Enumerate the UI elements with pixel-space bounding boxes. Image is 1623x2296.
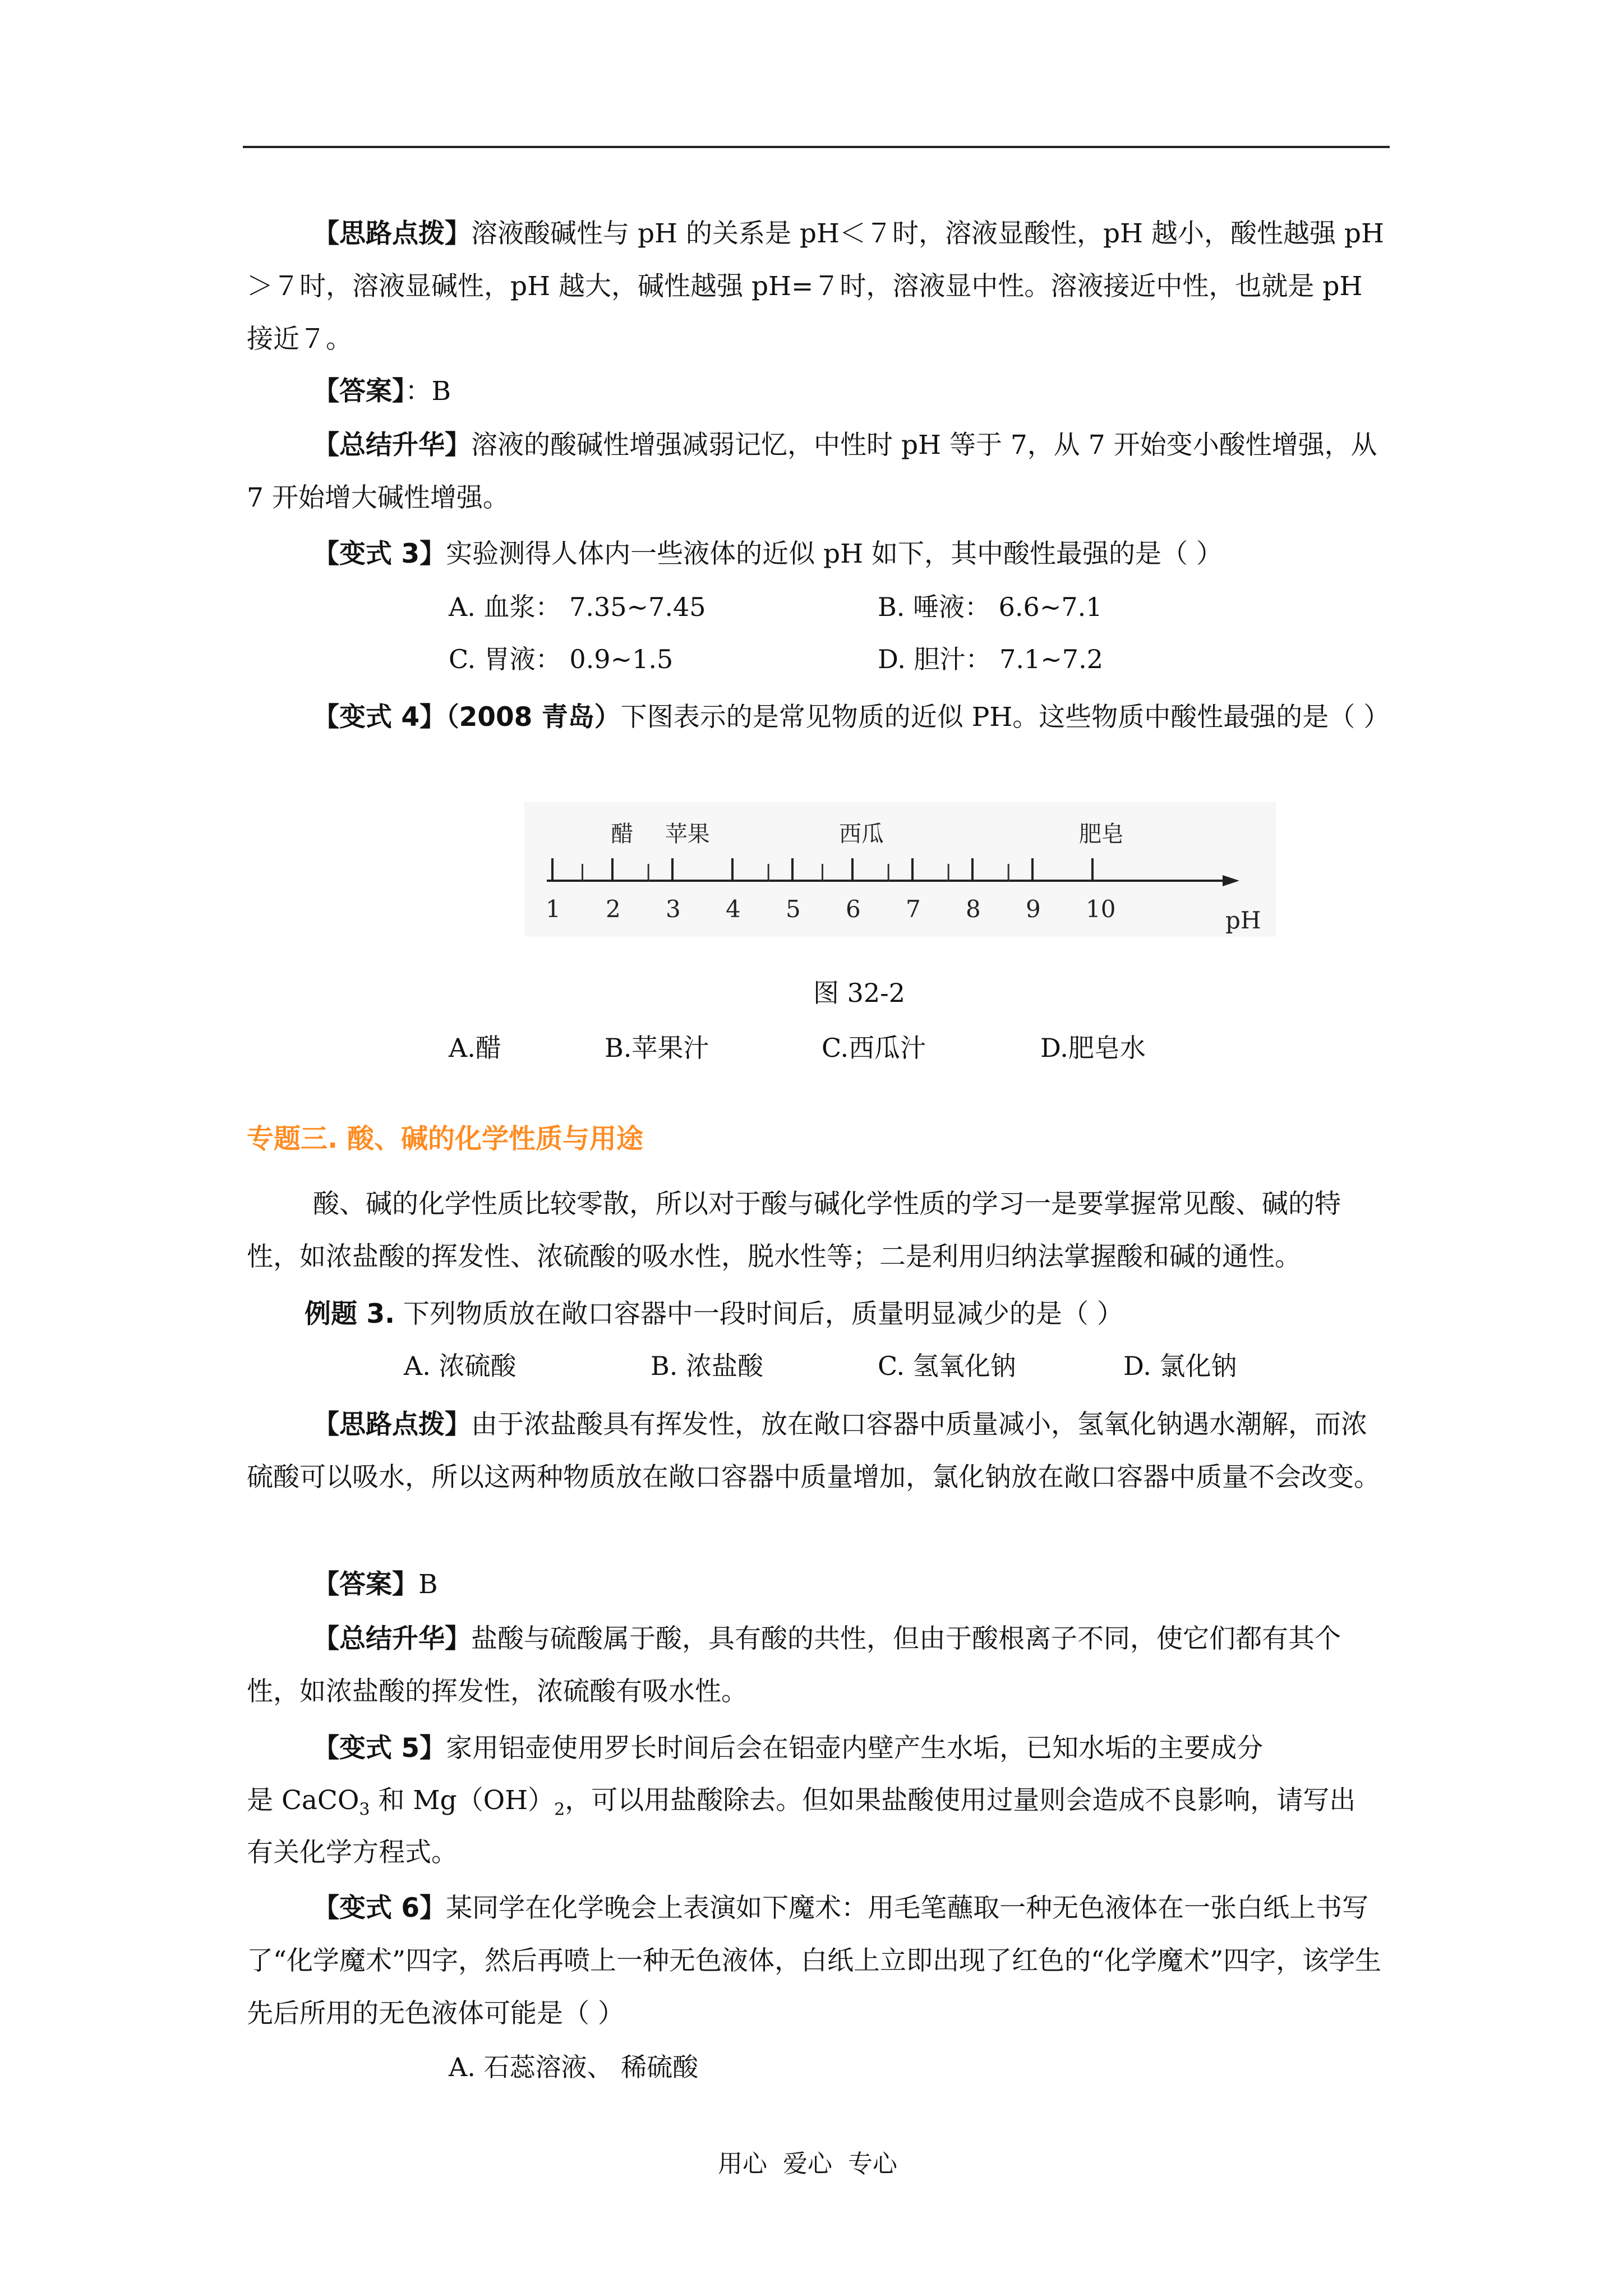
summary-text: 溶液的酸碱性增强减弱记忆，中性时 pH 等于 7，从 7 开始变小酸性增强，从 7 开始增大碱性增强。: [247, 430, 1377, 513]
variant-label: 【变式 5】: [313, 1733, 446, 1764]
page-footer: 用心 爱心 专心: [718, 2150, 897, 2178]
answer-label: 【答案】: [313, 376, 405, 407]
figure-caption: 图 32-2: [813, 978, 905, 1008]
variant-4-option-d: D.肥皂水: [1040, 1033, 1146, 1063]
variant-3-option-c: C. 胃液： 0.9~1.5: [449, 644, 674, 674]
variant-6-option-a: A. 石蕊溶液、 稀硫酸: [449, 2052, 699, 2082]
variant-6-question: [247, 1882, 1391, 2040]
header-rule: [243, 146, 1390, 148]
ph-tick-label-9: 9: [1026, 895, 1041, 923]
ph-tick-label-10: 10: [1086, 895, 1116, 923]
ph-item-label-1: 醋: [611, 821, 634, 847]
example-3-question: [305, 1297, 1123, 1331]
summary-text: 盐酸与硫酸属于酸，具有酸的共性，但由于酸根离子不同，使它们都有其个性，如浓盐酸的挥发性，浓硫酸有吸水性。: [247, 1623, 1341, 1707]
ph-axis-label: pH: [1225, 907, 1261, 934]
variant-4-question: [247, 691, 1391, 744]
variant-text: 某同学在化学晚会上表演如下魔术：用毛笔蘸取一种无色液体在一张白纸上书写了“化学魔术”四字，然后再喷上一种无色液体，白纸上立即出现了红色的“化学魔术”四字，该学生先后所用的无色液体可能是（ ）: [247, 1893, 1382, 2029]
variant-3-option-d: D. 胆汁： 7.1~7.2: [878, 644, 1103, 674]
variant-5-line-2: [247, 1784, 1355, 1818]
section-3-intro: [247, 1178, 1391, 1283]
variant-text: 家用铝壶使用罗长时间后会在铝壶内壁产生水垢，已知水垢的主要成分: [446, 1733, 1264, 1764]
figure-background: [524, 802, 1276, 937]
ph-tick-label-7: 7: [906, 895, 921, 923]
summary-paragraph-2: [247, 1613, 1391, 1718]
answer-label: 【答案】: [313, 1569, 418, 1600]
variant-label: 【变式 6】: [313, 1893, 446, 1924]
variant-5-line-1: [313, 1732, 1263, 1765]
hint-paragraph-2: [247, 1398, 1391, 1504]
summary-label: 【总结升华】: [313, 1623, 471, 1654]
summary-paragraph-1: [247, 419, 1391, 524]
ph-tick-label-2: 2: [606, 895, 621, 923]
ph-tick-label-1: 1: [546, 895, 561, 923]
example-3-option-a: A. 浓硫酸: [404, 1351, 517, 1381]
example-text: 下列物质放在敞口容器中一段时间后，质量明显减少的是（ ）: [403, 1299, 1123, 1329]
hint-label: 【思路点拨】: [313, 1409, 471, 1440]
example-label: 例题 3.: [305, 1299, 395, 1329]
summary-label: 【总结升华】: [313, 430, 471, 461]
answer-text: ：B: [405, 376, 451, 407]
ph-scale-figure: [524, 802, 1276, 937]
ph-tick-label-6: 6: [846, 895, 861, 923]
subscript-3: 3: [359, 1800, 370, 1820]
hint-paragraph-1: [247, 208, 1391, 366]
ph-item-label-2: 苹果: [665, 821, 710, 847]
subscript-2: 2: [554, 1800, 565, 1820]
variant-text: 实验测得人体内一些液体的近似 pH 如下，其中酸性最强的是（ ）: [446, 539, 1223, 569]
variant-label: 【变式 4】（2008 青岛）: [313, 702, 621, 733]
variant-text-cont: ，可以用盐酸除去。但如果盐酸使用过量则会造成不良影响，请写出: [565, 1785, 1356, 1816]
example-3-option-b: B. 浓盐酸: [651, 1351, 764, 1381]
variant-3-question: [313, 537, 1223, 571]
example-3-option-c: C. 氢氧化钠: [878, 1351, 1016, 1381]
ph-item-label-3: 西瓜: [839, 821, 884, 847]
hint-text: 溶液酸碱性与 pH 的关系是 pH＜７时，溶液显酸性，pH 越小，酸性越强 pH ＞７时，溶液显碱性，pH 越大，碱性越强 pH=７时，溶液显中性。溶液接近中性，也就是 pH 接近７。: [247, 218, 1384, 355]
example-3-option-d: D. 氯化钠: [1123, 1351, 1237, 1381]
variant-4-option-a: A.醋: [449, 1033, 501, 1063]
variant-3-option-a: A. 血浆： 7.35~7.45: [449, 592, 706, 622]
variant-label: 【变式 3】: [313, 539, 446, 569]
formula-mgoh: 和 Mg（OH）: [370, 1785, 555, 1816]
section-intro-text: 酸、碱的化学性质比较零散，所以对于酸与碱化学性质的学习一是要掌握常见酸、碱的特性，如浓盐酸的挥发性、浓硫酸的吸水性，脱水性等；二是利用归纳法掌握酸和碱的通性。: [247, 1189, 1341, 1272]
hint-text: 由于浓盐酸具有挥发性，放在敞口容器中质量减小，氢氧化钠遇水潮解，而浓硫酸可以吸水，所以这两种物质放在敞口容器中质量增加，氯化钠放在敞口容器中质量不会改变。: [247, 1409, 1380, 1493]
answer-1: [313, 375, 451, 408]
ph-tick-label-8: 8: [966, 895, 981, 923]
section-3-title: 专题三. 酸、碱的化学性质与用途: [247, 1123, 643, 1154]
ph-tick-label-4: 4: [726, 895, 741, 923]
ph-scale-svg: [524, 802, 1276, 937]
formula-caco3: 是 CaCO: [247, 1785, 359, 1816]
ph-tick-label-5: 5: [786, 895, 801, 923]
variant-5-line-3: 有关化学方程式。: [247, 1837, 458, 1868]
variant-3-option-b: B. 唾液： 6.6~7.1: [878, 592, 1103, 622]
answer-2: [313, 1568, 438, 1602]
hint-label: 【思路点拨】: [313, 218, 471, 249]
variant-text: 下图表示的是常见物质的近似 PH。这些物质中酸性最强的是（ ）: [620, 702, 1390, 733]
ph-item-label-4: 肥皂: [1079, 821, 1124, 847]
variant-4-option-c: C.西瓜汁: [822, 1033, 926, 1063]
variant-4-option-b: B.苹果汁: [605, 1033, 709, 1063]
ph-tick-label-3: 3: [666, 895, 681, 923]
answer-text: B: [418, 1569, 438, 1600]
